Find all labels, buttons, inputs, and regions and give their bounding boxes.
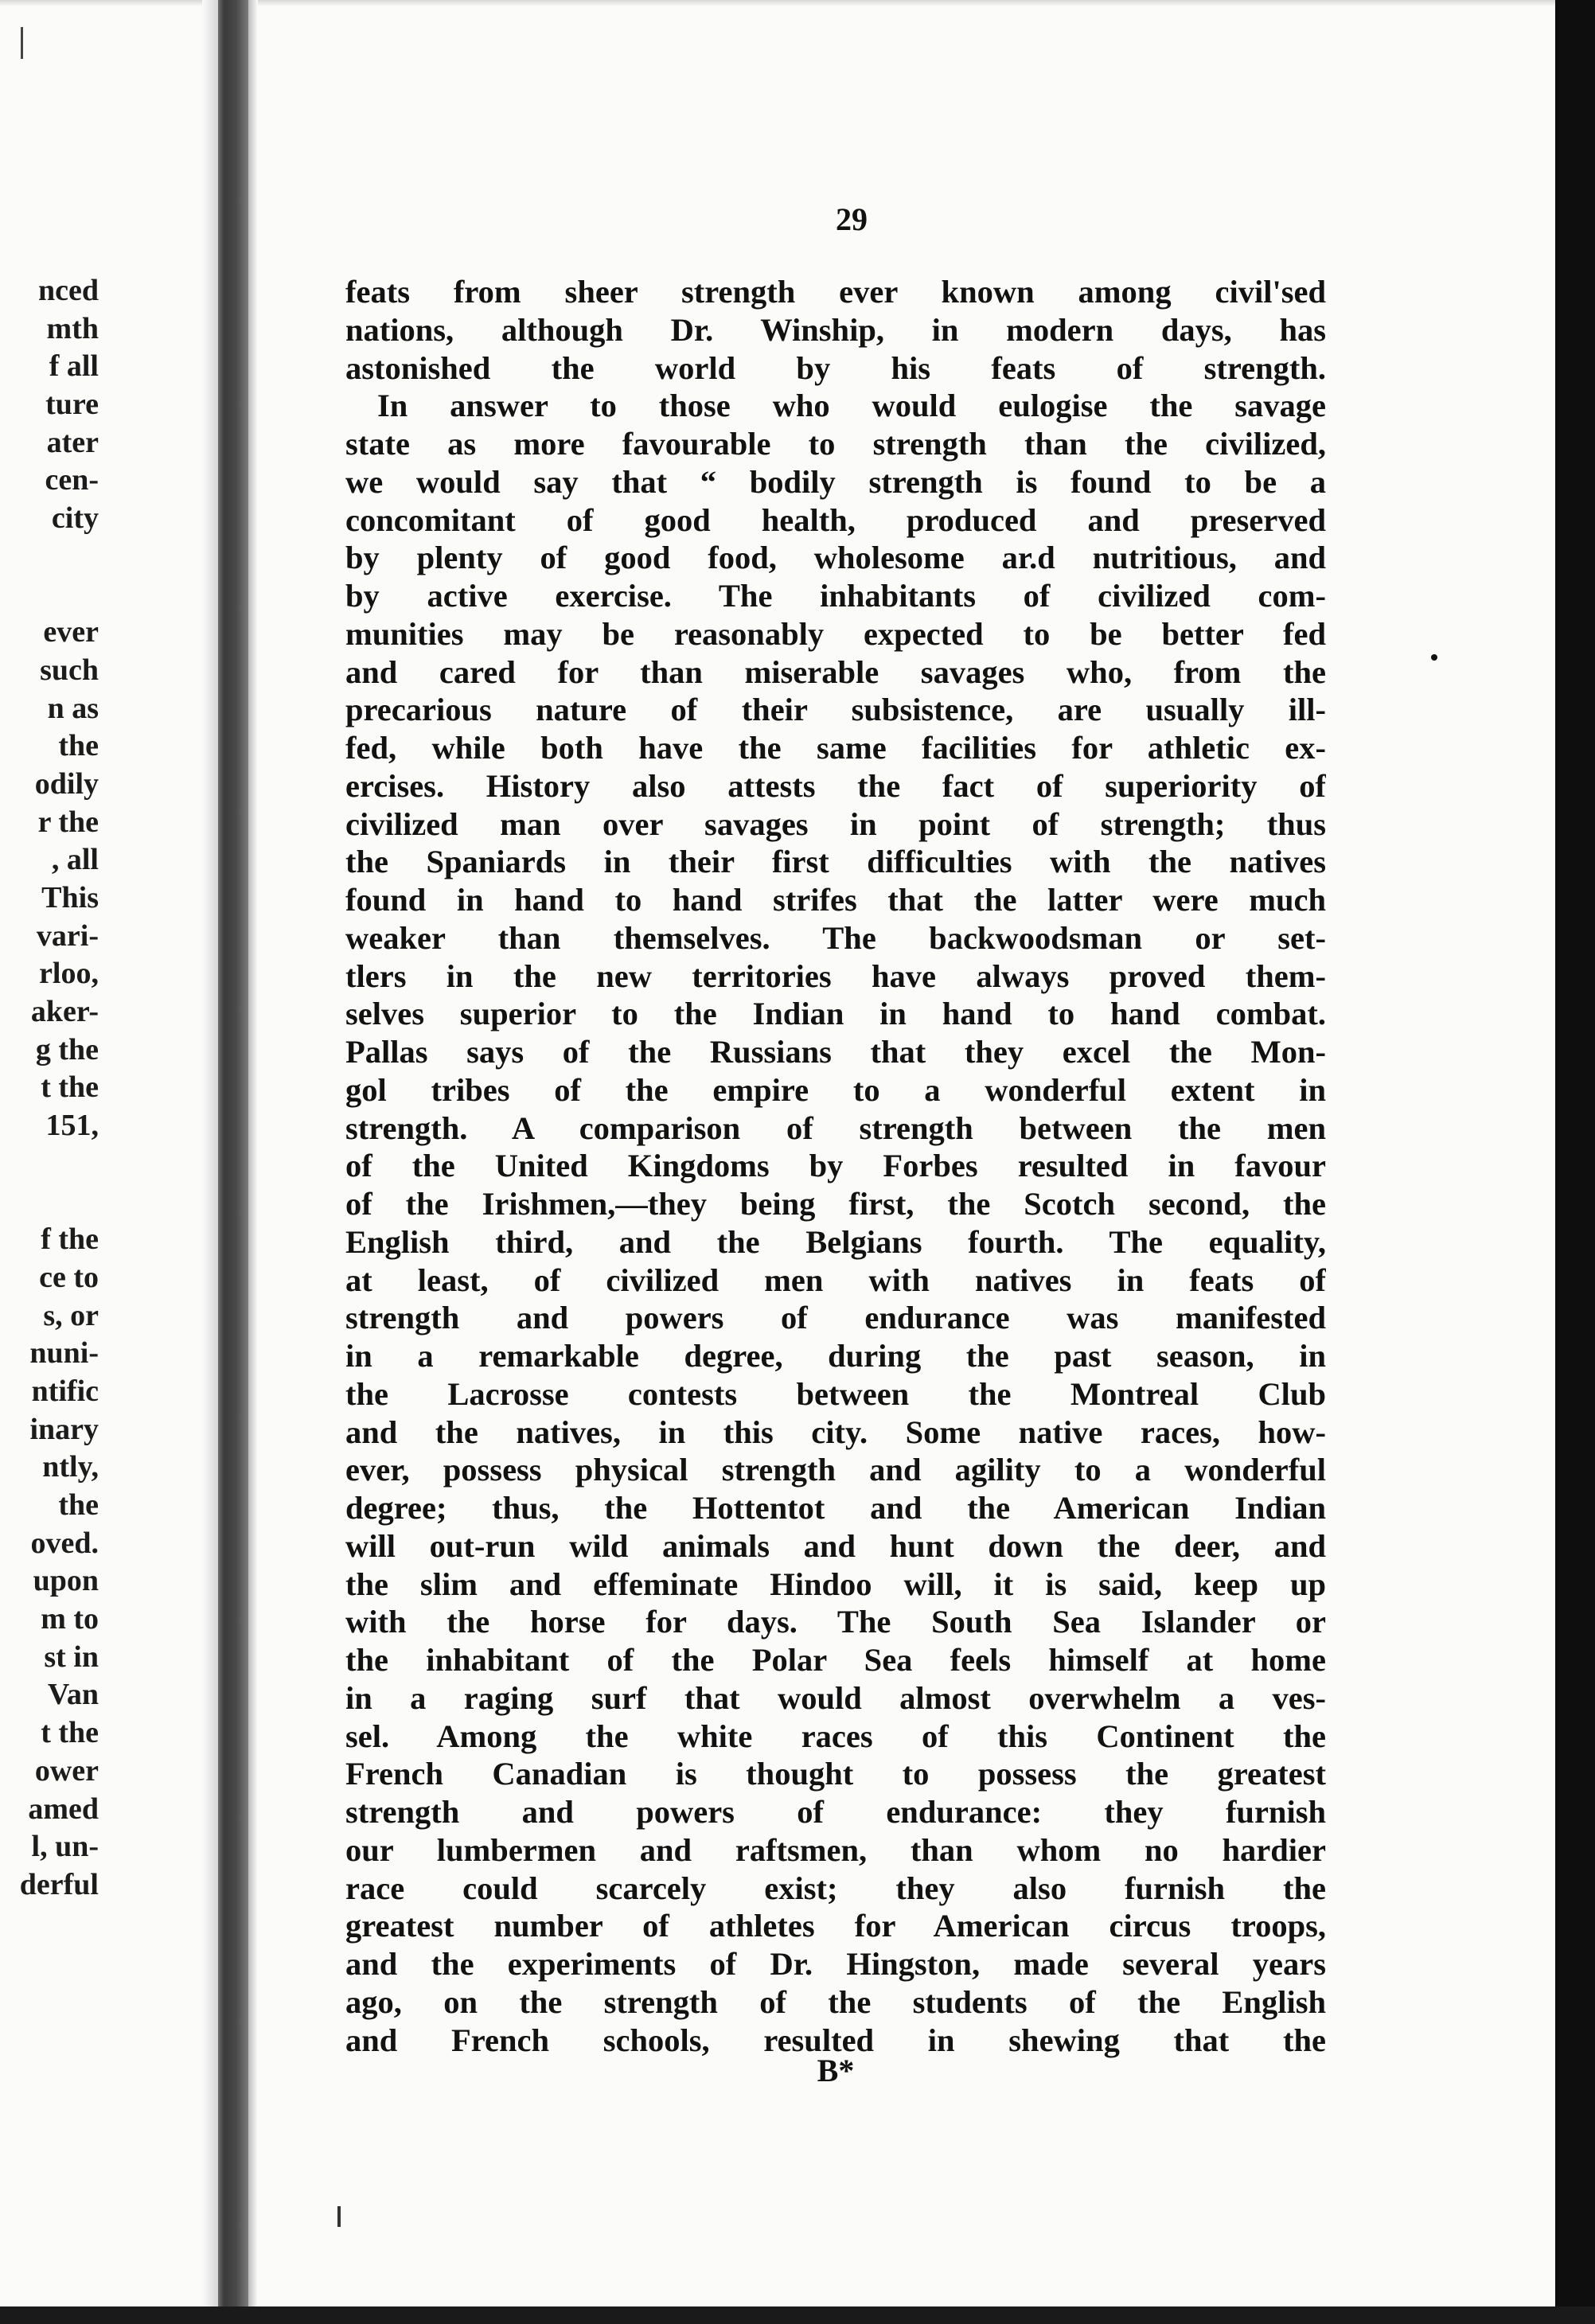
text-line: in a remarkable degree, during the past season, in (345, 1338, 1326, 1374)
text-line: greatest number of athletes for American circus troops, (345, 1908, 1326, 1944)
left-fragment-line: inary (29, 1412, 99, 1446)
speck-mark (1431, 654, 1437, 661)
left-fragment-line: odily (34, 766, 99, 801)
left-fragment-line: cen- (45, 463, 99, 497)
left-fragment-line: aker- (30, 995, 99, 1029)
text-line: the slim and effeminate Hindoo will, it is said, keep up (345, 1566, 1326, 1602)
speck-mark (337, 2206, 341, 2227)
speck-mark (21, 27, 23, 59)
left-fragment-line (0, 1145, 99, 1183)
left-fragment-line: the (58, 729, 99, 763)
text-line: ercises. History also attests the fact of superiority of (345, 767, 1326, 804)
left-fragment-line: upon (33, 1564, 99, 1598)
left-fragment-line: the (58, 1488, 99, 1522)
text-line: feats from sheer strength ever known among civil'sed (345, 274, 1326, 310)
text-line: the Spaniards in their first difficulties with the natives (345, 844, 1326, 880)
text-line: the inhabitant of the Polar Sea feels himself at home (345, 1642, 1326, 1678)
body-text (345, 273, 1326, 2059)
text-line: ever, possess physical strength and agility to a wonderful (345, 1452, 1326, 1488)
left-fragment-line: s, or (43, 1298, 99, 1332)
text-line: and cared for than miserable savages who, from the (345, 653, 1326, 690)
left-fragment-line (0, 1183, 99, 1222)
text-line: by plenty of good food, wholesome ar.d nutritious, and (345, 540, 1326, 576)
left-fragment-line: oved. (30, 1526, 99, 1560)
text-line: at least, of civilized men with natives in feats of (345, 1261, 1326, 1298)
left-fragment-line: r the (37, 805, 99, 839)
gutter-edge (248, 0, 258, 2306)
text-line: fed, while both have the same facilities for athletic ex- (345, 730, 1326, 766)
left-fragment-line: ture (45, 388, 99, 422)
text-line: munities may be reasonably expected to be better fed (345, 615, 1326, 652)
text-line: English third, and the Belgians fourth. The equality, (345, 1223, 1326, 1260)
text-line: precarious nature of their subsistence, are usually ill- (345, 692, 1326, 728)
left-fragment-line: m to (41, 1602, 99, 1636)
left-fragment-line: rloo, (39, 957, 99, 991)
text-line: weaker than themselves. The backwoodsman or set- (345, 919, 1326, 956)
text-line: and the experiments of Dr. Hingston, made several years (345, 1946, 1326, 1982)
text-line: state as more favourable to strength than the civilized, (345, 426, 1326, 462)
left-fragment-line: derful (19, 1867, 99, 1901)
left-fragment-line: ever (43, 615, 99, 649)
left-fragment-line: This (41, 881, 99, 914)
text-line: strength and powers of endurance was manifested (345, 1300, 1326, 1336)
left-fragment-line: nced (38, 274, 99, 307)
signature-mark: B* (817, 2053, 855, 2088)
scan-frame-right (1555, 0, 1595, 2324)
text-line: and French schools, resulted in shewing that the (345, 2022, 1326, 2058)
text-line: by active exercise. The inhabitants of civilized com- (345, 578, 1326, 614)
left-fragment-line: l, un- (31, 1830, 99, 1864)
left-fragment-line: ater (46, 425, 99, 459)
left-fragment-line: t the (41, 1070, 99, 1105)
text-line: we would say that “ bodily strength is found to be a (345, 463, 1326, 500)
text-line: strength and powers of endurance: they furnish (345, 1794, 1326, 1830)
text-line: Pallas says of the Russians that they excel the Mon- (345, 1034, 1326, 1070)
text-line: selves superior to the Indian in hand to hand combat. (345, 996, 1326, 1032)
left-fragment-line: ce to (39, 1260, 99, 1294)
text-line: tlers in the new territories have always proved them- (345, 957, 1326, 994)
text-line: astonished the world by his feats of strength. (345, 349, 1326, 386)
left-fragment-line: st in (44, 1640, 99, 1674)
left-fragment-line (0, 576, 99, 614)
left-fragment-line: mth (46, 311, 99, 345)
left-fragment-line: city (51, 501, 99, 536)
text-line: the Lacrosse contests between the Montreal Club (345, 1375, 1326, 1412)
text-line: degree; thus, the Hottentot and the American Indian (345, 1490, 1326, 1526)
left-fragment-line: ower (34, 1753, 99, 1788)
text-line: gol tribes of the empire to a wonderful extent in (345, 1071, 1326, 1108)
text-line: nations, although Dr. Winship, in modern days, has (345, 311, 1326, 348)
page-number: 29 (836, 201, 868, 237)
text-line: civilized man over savages in point of strength; thus (345, 805, 1326, 842)
left-page-fragments (0, 272, 99, 1905)
text-line: will out-run wild animals and hunt down the deer, and (345, 1527, 1326, 1564)
text-line: with the horse for days. The South Sea Islander or (345, 1604, 1326, 1640)
text-line: in a raging surf that would almost overwhelm a ves- (345, 1679, 1326, 1716)
text-line: and the natives, in this city. Some native races, how- (345, 1414, 1326, 1450)
left-fragment-line: f the (41, 1222, 99, 1257)
left-fragment-line: g the (35, 1032, 99, 1066)
left-fragment-line: t the (41, 1716, 99, 1750)
left-fragment-line: such (40, 653, 99, 687)
text-line: of the United Kingdoms by Forbes resulted in favour (345, 1148, 1326, 1184)
left-fragment-line: nuni- (29, 1336, 99, 1371)
text-line: strength. A comparison of strength between the men (345, 1109, 1326, 1146)
left-fragment-line: ntly, (42, 1450, 99, 1484)
scan-frame-bottom (0, 2306, 1595, 2324)
left-fragment-line: 151, (45, 1109, 99, 1143)
text-line: of the Irishmen,—they being first, the Scotch second, the (345, 1186, 1326, 1222)
text-line: In answer to those who would eulogise the savage (377, 388, 1326, 424)
text-line: race could scarcely exist; they also furnish the (345, 1870, 1326, 1906)
left-fragment-line: n as (47, 691, 99, 725)
left-fragment-line: f all (49, 349, 99, 384)
left-page-edge (202, 0, 218, 2306)
text-line: ago, on the strength of the students of the English (345, 1983, 1326, 2020)
left-fragment-line: amed (28, 1792, 99, 1826)
text-line: found in hand to hand strifes that the latter were much (345, 882, 1326, 918)
text-line: French Canadian is thought to possess the greatest (345, 1756, 1326, 1792)
text-line: our lumbermen and raftsmen, than whom no hardier (345, 1831, 1326, 1868)
text-line: concomitant of good health, produced and preserved (345, 501, 1326, 538)
book-gutter (218, 0, 248, 2306)
left-fragment-line: , all (51, 843, 99, 877)
left-fragment-line: Van (47, 1678, 99, 1712)
left-fragment-line: vari- (36, 918, 99, 953)
text-line: sel. Among the white races of this Continent the (345, 1718, 1326, 1754)
left-fragment-line (0, 538, 99, 576)
left-fragment-line: ntific (31, 1374, 99, 1408)
